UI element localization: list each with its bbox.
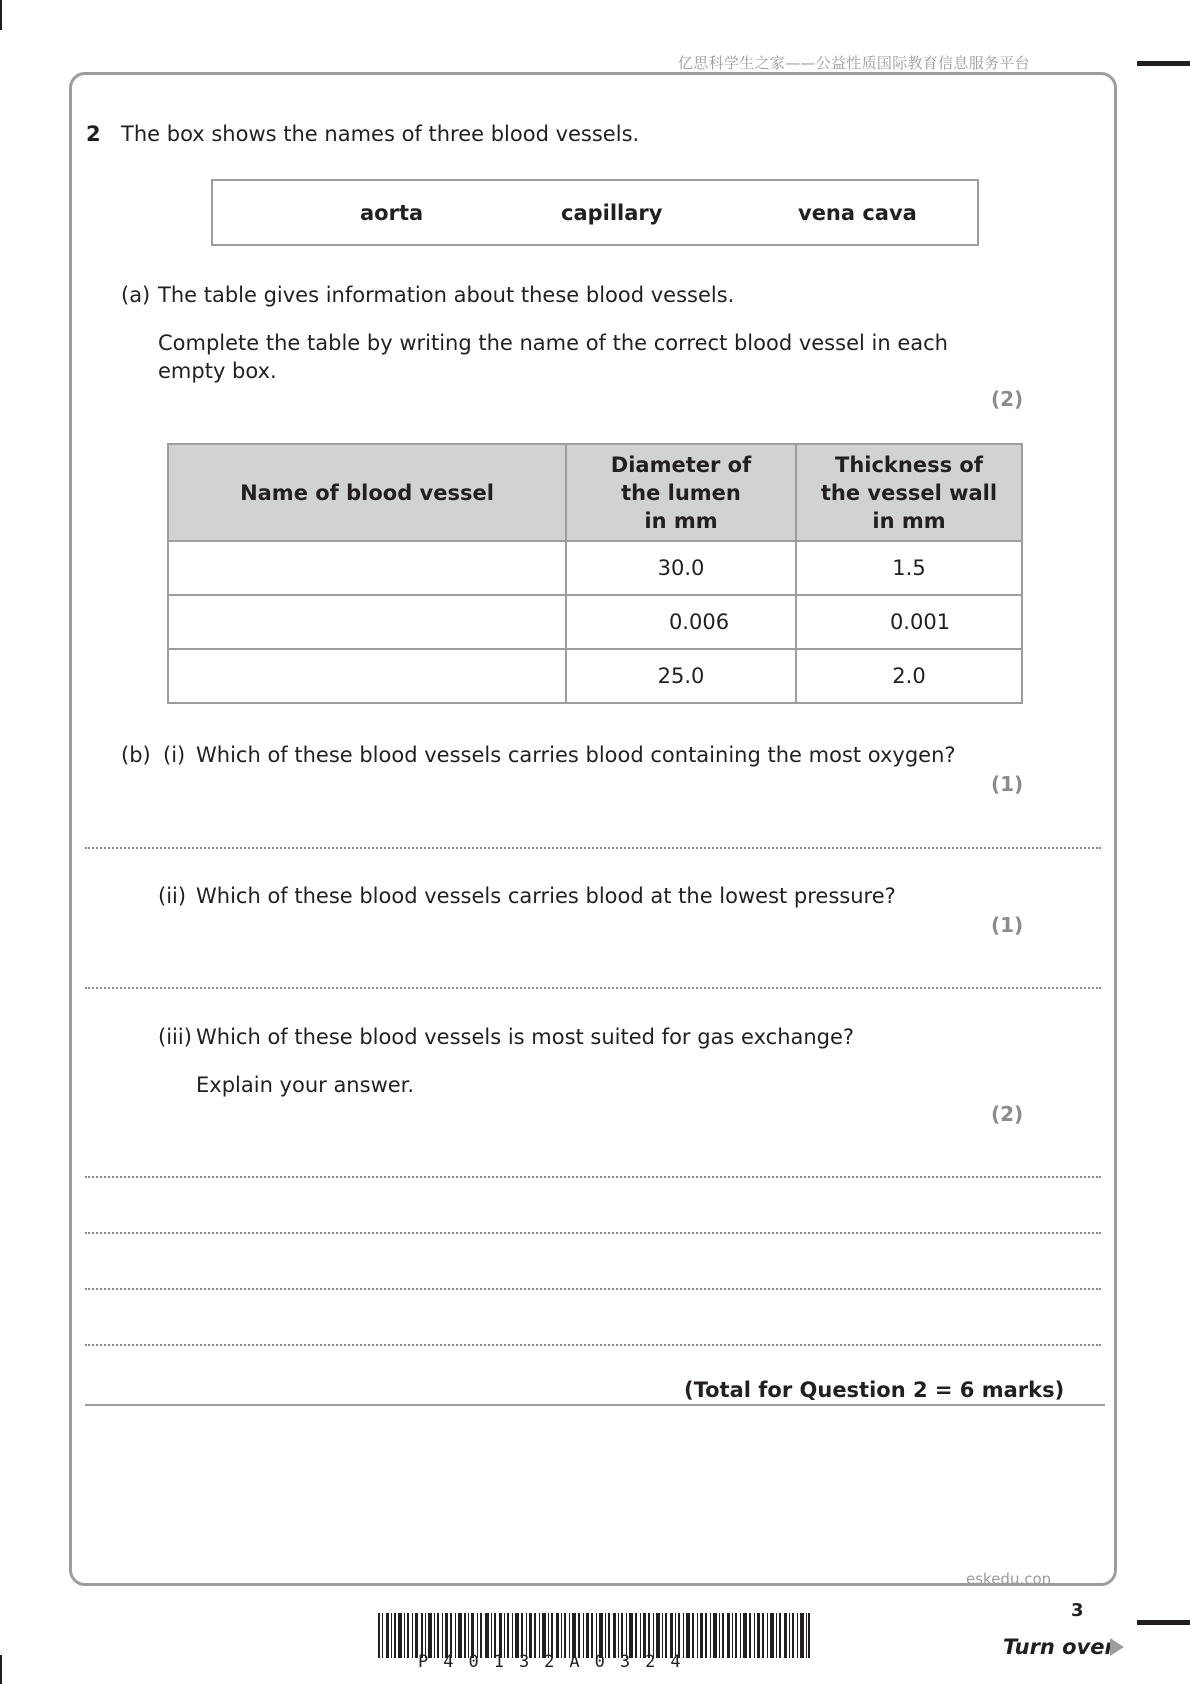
- part-a-marks: (2): [991, 387, 1024, 411]
- table-header-row: [168, 444, 1022, 541]
- thickness-cell: 1.5: [796, 541, 1022, 595]
- part-a-line2a: Complete the table by writing the name of the correct blood vessel in each: [158, 331, 948, 355]
- vessel-name-answer-box[interactable]: [168, 541, 566, 595]
- answer-line-b-iii-3[interactable]: [85, 1288, 1101, 1290]
- header-name: Name of blood vessel: [168, 444, 566, 541]
- diameter-cell: 25.0: [566, 649, 796, 703]
- question-intro: The box shows the names of three blood vessels.: [121, 122, 640, 146]
- part-b-label: (b): [121, 743, 151, 767]
- part-a-label: (a): [121, 283, 151, 307]
- table-row: [168, 595, 1022, 649]
- part-b-iii-marks: (2): [991, 1102, 1024, 1126]
- crop-mark-bottom-right: [1137, 1620, 1190, 1625]
- table-row: [168, 541, 1022, 595]
- barcode-digits: P40132A0324: [418, 1652, 696, 1672]
- answer-line-b-i[interactable]: [85, 847, 1101, 849]
- vessel-name-vena-cava: vena cava: [798, 201, 917, 225]
- part-b-iii-explain: Explain your answer.: [196, 1073, 415, 1097]
- answer-line-b-iii-1[interactable]: [85, 1176, 1101, 1178]
- header-diameter: Diameter of the lumen in mm: [566, 444, 796, 541]
- crop-mark-bottom-left: [0, 1655, 2, 1684]
- part-a-line2b: empty box.: [158, 359, 277, 383]
- vessel-name-aorta: aorta: [360, 201, 424, 225]
- turn-over-arrow-icon: [1110, 1638, 1124, 1656]
- header-watermark: 亿思科学生之家——公益性质国际教育信息服务平台: [678, 54, 1030, 72]
- turn-over-label: Turn over: [1003, 1635, 1115, 1659]
- page-number: 3: [1071, 1600, 1084, 1621]
- diameter-cell: 30.0: [566, 541, 796, 595]
- vessel-name-answer-box[interactable]: [168, 595, 566, 649]
- crop-mark-top-right: [1137, 61, 1190, 66]
- diameter-cell: 0.006: [566, 595, 796, 649]
- part-b-iii-text: Which of these blood vessels is most suited for gas exchange?: [196, 1025, 855, 1049]
- thickness-cell: 0.001: [796, 595, 1022, 649]
- blood-vessel-table: [167, 443, 1023, 704]
- table-row: [168, 649, 1022, 703]
- vessel-name-capillary: capillary: [561, 201, 663, 225]
- question-total: (Total for Question 2 = 6 marks): [684, 1378, 1065, 1402]
- vessel-name-answer-box[interactable]: [168, 649, 566, 703]
- question-number: 2: [86, 122, 101, 146]
- total-divider: [85, 1404, 1105, 1406]
- part-b-i-label: (i): [163, 743, 186, 767]
- part-b-i-marks: (1): [991, 772, 1024, 796]
- vessel-names-box: [211, 179, 979, 246]
- thickness-cell: 2.0: [796, 649, 1022, 703]
- part-b-ii-text: Which of these blood vessels carries blood at the lowest pressure?: [196, 884, 896, 908]
- answer-line-b-iii-2[interactable]: [85, 1232, 1101, 1234]
- header-thickness: Thickness of the vessel wall in mm: [796, 444, 1022, 541]
- answer-line-b-ii[interactable]: [85, 987, 1101, 989]
- answer-line-b-iii-4[interactable]: [85, 1344, 1101, 1346]
- part-b-i-text: Which of these blood vessels carries blood containing the most oxygen?: [196, 743, 956, 767]
- footer-watermark: eskedu.con: [966, 1570, 1052, 1588]
- part-a-line1: The table gives information about these blood vessels.: [158, 283, 735, 307]
- part-b-ii-marks: (1): [991, 913, 1024, 937]
- part-b-ii-label: (ii): [158, 884, 187, 908]
- part-b-iii-label: (iii): [158, 1025, 192, 1049]
- crop-mark-top-left: [0, 0, 2, 30]
